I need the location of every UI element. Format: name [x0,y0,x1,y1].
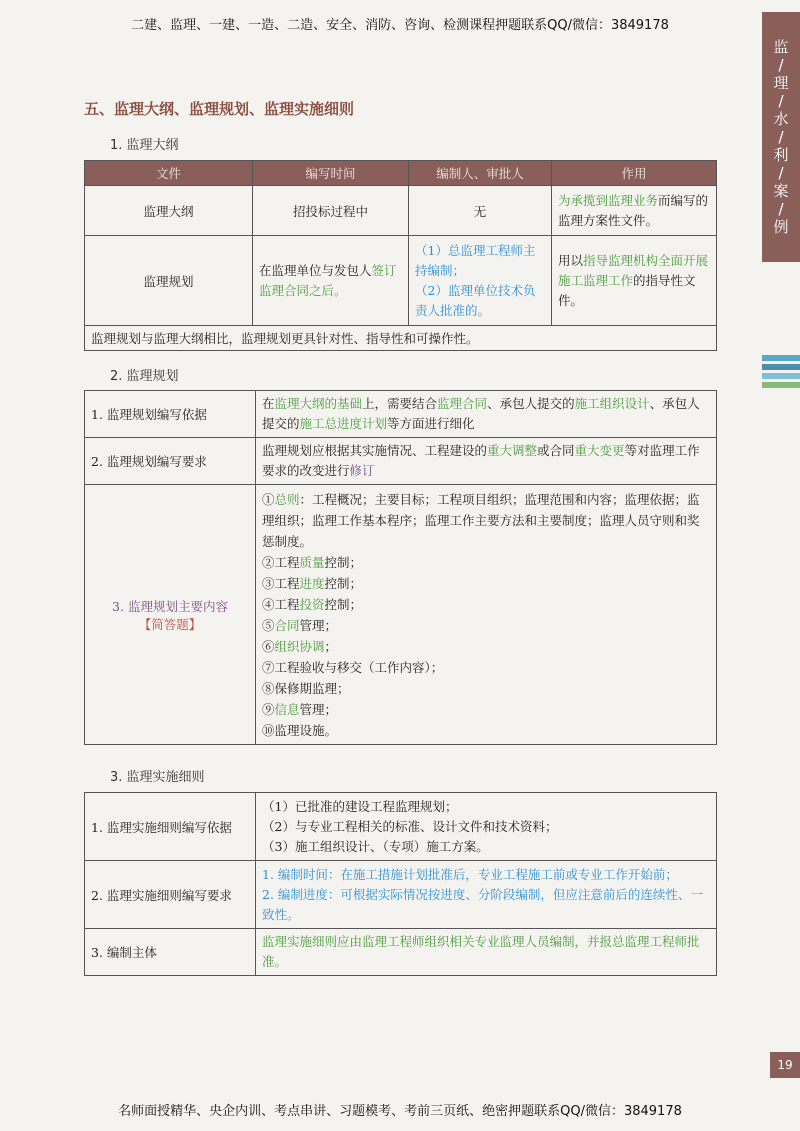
text: 监理规划应根据其实施情况、工程建设的 [262,443,488,458]
highlight: 为承揽到监理业务 [558,192,659,208]
cell [256,438,717,485]
num: ⑥ [262,638,275,654]
cell: 招投标过程中 [253,186,409,236]
num: ⑦ [262,659,275,675]
row-label: 3. 编制主体 [85,929,256,976]
text: 而编写的监理方案性文件。 [558,192,709,228]
side-char: / [778,92,784,110]
text: 在 [262,396,275,411]
text: （2）监理单位技术负责人批准的。 [415,282,536,318]
highlight: 投资 [299,596,325,612]
highlight: 监理合同 [437,396,488,411]
side-char: 理 [773,74,789,92]
text: 的指导性文件。 [558,272,696,308]
part2-title: 2. 监理规划 [110,369,179,384]
list-item [262,573,710,594]
text: 监理设施。 [274,722,338,738]
num: ⑤ [262,617,275,633]
row-label: 1. 监理规划编写依据 [85,391,256,438]
exam-tag: 【简答题】 [138,616,202,632]
highlight: 指导监理机构全面开展施工监理工作 [558,252,709,288]
top-banner: 二建、监理、一建、一造、二造、安全、消防、咨询、检测课程押题联系QQ/微信：3849178 [131,18,669,33]
highlight: 信息 [274,701,300,717]
stripe [762,382,800,388]
text: （3）施工组织设计、（专项）施工方案。 [262,838,489,854]
section-title: 五、监理大纲、监理规划、监理实施细则 [84,100,355,118]
row-label: 2. 监理规划编写要求 [85,438,256,485]
text: 或合同 [537,443,575,458]
text: 管理； [299,701,338,717]
text: 用以 [558,252,584,268]
side-char: / [778,128,784,146]
text: 保修期监理； [274,680,350,696]
note-cell: 监理规划与监理大纲相比，监理规划更具针对性、指导性和可操作性。 [85,326,717,351]
text: 1. 编制时间：在施工措施计划批准后，专业工程施工前或专业工作开始前； [262,866,678,882]
text: 、承包人提交的 [262,396,700,431]
highlight: 组织协调 [274,638,325,654]
highlight: 修订 [349,463,375,478]
cell [552,236,717,326]
text: 上，需要结合 [362,396,438,411]
highlight: 重大变更 [574,443,625,458]
text: （1）已批准的建设工程监理规划； [262,798,458,814]
num: ⑧ [262,680,275,696]
text: 控制； [324,575,363,591]
text: 在监理单位与发包人 [259,262,372,278]
side-chapter-tab [762,12,800,262]
stripe [762,364,800,370]
text: 工程验收与移交（工作内容）； [274,659,444,675]
cell: 监理大纲 [85,186,253,236]
text: 等对监理工作要求的改变进行 [262,443,700,478]
text: 、承包人提交的 [487,396,575,411]
list-item [262,594,710,615]
text: （1）总监理工程师主持编制； [415,242,536,278]
side-char: / [778,56,784,74]
cell: 监理规划 [85,236,253,326]
highlight: 质量 [299,554,325,570]
text: 3. 监理规划主要内容 [112,598,228,614]
highlight: 施工总进度计划 [299,416,388,431]
side-char: / [778,164,784,182]
side-char: 水 [773,110,789,128]
text: 控制； [324,554,363,570]
row-label: 2. 监理实施细则编写要求 [85,861,256,929]
part1-table [84,160,717,351]
text: 工程 [274,575,300,591]
highlight: 重大调整 [487,443,538,458]
text: 等方面进行细化 [387,416,475,431]
part3-title: 3. 监理实施细则 [110,770,205,785]
highlight: 总则 [274,491,300,507]
list-item [262,720,710,741]
cell: 无 [409,186,552,236]
highlight: 施工组织设计 [574,396,650,411]
part3-table [84,792,717,976]
highlight: 监理大纲的基础 [274,396,363,411]
side-char: 例 [773,218,789,236]
num: ③ [262,575,275,591]
list-item [262,489,710,552]
side-char: 监 [773,38,789,56]
text: ：工程概况；主要目标；工程项目组织；监理范围和内容；监理依据；监理组织；监理工作基本程序；监理工作主要方法和主要制度；监理人员守则和奖惩制度。 [262,491,700,549]
side-char: / [778,200,784,218]
text: （2）与专业工程相关的标准、设计文件和技术资料； [262,818,558,834]
list-item [262,699,710,720]
list-item [262,552,710,573]
row-label: 1. 监理实施细则编写依据 [85,793,256,861]
num: ⑨ [262,701,275,717]
num: ⑩ [262,722,275,738]
list-item [262,615,710,636]
col-header: 编制人、审批人 [409,161,552,186]
list-item [262,657,710,678]
side-char: 案 [773,182,789,200]
num: ④ [262,596,275,612]
text: 工程 [274,596,300,612]
num: ① [262,491,275,507]
bottom-banner: 名师面授精华、央企内训、考点串讲、习题模考、考前三页纸、绝密押题联系QQ/微信：3849178 [118,1104,682,1119]
row-label [85,485,256,745]
cell [552,186,717,236]
text: ； [324,638,338,654]
cell [256,861,717,929]
stripe [762,373,800,379]
cell [253,236,409,326]
stripe [762,355,800,361]
list-item [262,636,710,657]
text: 控制； [324,596,363,612]
content-list [256,485,717,745]
part1-title: 1. 监理大纲 [110,138,179,153]
cell: 监理实施细则应由监理工程师组织相关专业监理人员编制，并报总监理工程师批准。 [256,929,717,976]
page-number: 19 [770,1052,800,1078]
side-stripes [762,355,800,391]
num: ② [262,554,275,570]
cell [256,793,717,861]
cell [409,236,552,326]
text: 工程 [274,554,300,570]
col-header: 编写时间 [253,161,409,186]
col-header: 作用 [552,161,717,186]
text: 管理； [299,617,338,633]
part2-table [84,390,717,745]
highlight: 进度 [299,575,325,591]
col-header: 文件 [85,161,253,186]
text: 2. 编制进度：可根据实际情况按进度、分阶段编制，但应注意前后的连续性、一致性。 [262,886,703,922]
cell [256,391,717,438]
list-item [262,678,710,699]
highlight: 合同 [274,617,300,633]
side-char: 利 [773,146,789,164]
highlight: 签订监理合同之后。 [259,262,397,298]
